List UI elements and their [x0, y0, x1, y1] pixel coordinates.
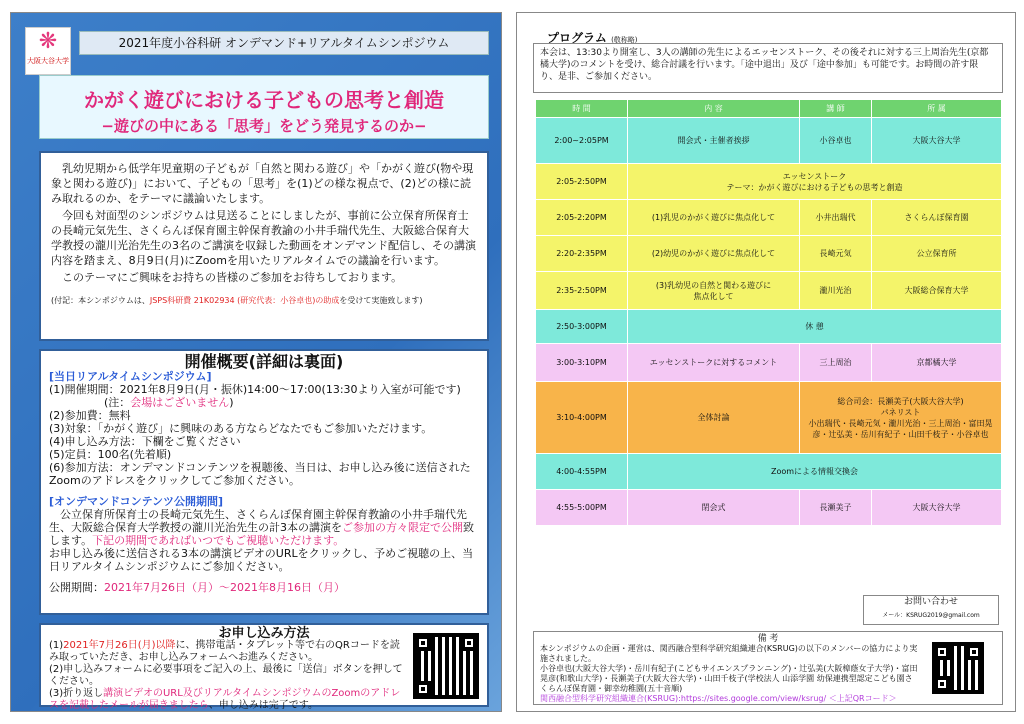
schedule-org: 大阪大谷大学	[872, 118, 1002, 164]
main-title: かがく遊びにおける子どもの思考と創造	[84, 88, 444, 112]
schedule-time: 3:00-3:10PM	[536, 344, 628, 382]
schedule-row	[536, 382, 1002, 454]
ondemand-period: 公開期間：2021年7月26日（月）〜2021年8月16日（月）	[49, 581, 345, 594]
schedule-speaker: 長崎元気	[800, 236, 872, 272]
schedule-table	[535, 99, 1002, 526]
schedule-time: 2:05-2:20PM	[536, 200, 628, 236]
program-lead: 本会は、13:30より開室し、3人の講師の先生によるエッセンストーク、その後それに対する三上周治先生(京都橘大学)のコメントを受け、総合討議を行います。「途中退出」及び「途中参加」も可能です。お時間の許す限り、是非、ご参加ください。	[533, 43, 1003, 93]
schedule-time: 4:55-5:00PM	[536, 490, 628, 526]
realtime-item-1-note: (注：会場はございません)	[104, 396, 234, 409]
overview-title: 開催概要(詳細は裏面)	[184, 352, 344, 371]
schedule-row	[536, 118, 1002, 164]
intro-paragraph-2: 今回も対面型のシンポジウムは見送ることにしましたが、事前に公立保育所保育士の長崎元気先生、さくらんぼ保育園主幹保育教諭の小井手瑞代先生、大阪総合保育大学教授の瀧川光治先生の3名のご講演を収録した動画をオンデマンド配信し、その講演内容を踏まえ、8月9日(月)にZoomを用いたリアルタイムでの議論を行います。	[51, 209, 476, 267]
remarks-title: 備 考	[757, 634, 779, 644]
logo-text: 大阪大谷大学	[27, 57, 69, 65]
schedule-content: 閉会式	[628, 490, 800, 526]
contact-title: お問い合わせ	[903, 597, 958, 607]
ksrug-link[interactable]: 関西融合型科学研究組織連合(KSRUG):https://sites.google.com/view/ksrug/ ＜上記QRコード＞	[540, 694, 897, 703]
ksrug-qr-code[interactable]	[932, 642, 984, 694]
header-content: 内 容	[628, 100, 800, 118]
schedule-row	[536, 164, 1002, 200]
schedule-content: (1)乳児のかがく遊びに焦点化して	[628, 200, 800, 236]
application-step-3: (3)折り返し講演ビデオのURL及びリアルタイムシンポジウムのZoomのアドレスを記載したメールが届きましたら、申し込みは完了です。	[49, 688, 401, 711]
flower-icon: ❋	[38, 29, 58, 54]
intro-paragraph-1: 乳幼児期から低学年児童期の子どもが「自然と関わる遊び」や「かがく遊び(物や現象と関わる遊び)」において、子どもの「思考」を(1)どの様な視点で、(2)どの様に読み取れるのか、をテーマに議論いたします。	[51, 162, 474, 205]
schedule-time: 4:00-4:55PM	[536, 454, 628, 490]
schedule-content: 全体討論	[628, 382, 800, 454]
flyer-front-page	[10, 12, 502, 712]
remarks-box	[533, 631, 1003, 705]
remarks-text-1: 本シンポジウムの企画・運営は、関西融合型科学研究組織連合(KSRUG)の以下のメンバーの協力により実施されました。	[540, 644, 918, 663]
schedule-org: 大阪総合保育大学	[872, 272, 1002, 310]
realtime-item-3: (3)対象：「かがく遊び」に興味のある方ならどなたでもご参加いただけます。	[49, 422, 433, 435]
event-header: 2021年度小谷科研 オンデマンド+リアルタイムシンポジウム	[79, 31, 489, 55]
application-qr-code[interactable]	[413, 633, 479, 699]
schedule-time: 2:05-2:50PM	[536, 164, 628, 200]
schedule-row	[536, 272, 1002, 310]
application-step-2: (2)申し込みフォームに必要事項をご記入の上、最後に「送信」ボタンを押してください。	[49, 664, 403, 687]
remarks-text-2: 小谷卓也(大阪大谷大学)・岳川有紀子(こどもサイエンスプランニング)・辻弘美(大阪樟蔭女子大学)・富田晃彦(和歌山大学)・長瀬美子(大阪大谷大学)・山田千枝子(学校法人 山添学園 幼保連携型認定こども園さくらんぼ保育園・御幸幼稚園(五十音順)	[540, 664, 918, 693]
schedule-content: 開会式・主催者挨拶	[628, 118, 800, 164]
schedule-speaker: 小谷卓也	[800, 118, 872, 164]
schedule-time: 2:00~2:05PM	[536, 118, 628, 164]
application-box	[39, 623, 489, 711]
header-time: 時 間	[536, 100, 628, 118]
university-logo	[25, 27, 71, 75]
ondemand-heading: [オンデマンドコンテンツ公開期間]	[49, 495, 224, 508]
schedule-org: 京都橘大学	[872, 344, 1002, 382]
schedule-content: 休 憩	[628, 310, 1002, 344]
realtime-item-1: (1)開催期間：2021年8月9日(月・振休)14:00〜17:00(13:30より入室が可能です)	[49, 383, 461, 396]
schedule-panel: 総合司会：長瀬美子(大阪大谷大学) パネリスト 小出瑞代・長崎元気・瀧川光治・三上周治・富田晃彦・辻弘美・岳川有紀子・山田千枝子・小谷卓也	[800, 382, 1002, 454]
schedule-content: エッセンストークに対するコメント	[628, 344, 800, 382]
schedule-time: 2:20-2:35PM	[536, 236, 628, 272]
schedule-time: 3:10-4:00PM	[536, 382, 628, 454]
schedule-speaker: 三上周治	[800, 344, 872, 382]
contact-email[interactable]: メール：KSRUG2019@gmail.com	[882, 612, 980, 619]
title-box	[39, 75, 489, 139]
subtitle: −遊びの中にある「思考」をどう発見するのか−	[101, 117, 427, 135]
schedule-row	[536, 200, 1002, 236]
intro-box	[39, 151, 489, 341]
ondemand-paragraph-1: 公立保育所保育士の長崎元気先生、さくらんぼ保育園主幹保育教諭の小井手瑞代先生、大阪総合保育大学教授の瀧川光治先生の計3本の講演をご参加の方々限定で公開致します。下記の期間であればいつでもご視聴いただけます。	[49, 508, 474, 547]
schedule-content: エッセンストーク テーマ：かがく遊びにおける子どもの思考と創造	[628, 164, 1002, 200]
overview-box	[39, 349, 489, 615]
schedule-speaker: 瀧川光治	[800, 272, 872, 310]
realtime-item-4: (4)申し込み方法：下欄をご覧ください	[49, 435, 241, 448]
flyer-back-page	[516, 12, 1016, 712]
funding-note: (付記：本シンポジウムは、JSPS科研費 21K02934 (研究代表：小谷卓也)の助成を受けて実施致します)	[51, 296, 423, 305]
realtime-heading: [当日リアルタイムシンポジウム]	[49, 370, 212, 383]
schedule-org: 大阪大谷大学	[872, 490, 1002, 526]
schedule-content: (2)幼児のかがく遊びに焦点化して	[628, 236, 800, 272]
schedule-content: (3)乳幼児の自然と関わる遊びに 焦点化して	[628, 272, 800, 310]
schedule-row	[536, 454, 1002, 490]
program-title: プログラム (敬称略)	[547, 31, 638, 45]
ondemand-paragraph-2: お申し込み後に送信される3本の講演ビデオのURLをクリックし、予めご視聴の上、当日リアルタイムシンポジウムにご参加ください。	[49, 547, 474, 573]
application-title: お申し込み方法	[218, 626, 310, 641]
intro-paragraph-3: このテーマにご興味をお持ちの皆様のご参加をお待ちしております。	[62, 271, 403, 284]
schedule-speaker: 小井出瑞代	[800, 200, 872, 236]
header-org: 所 属	[872, 100, 1002, 118]
header-speaker: 講 師	[800, 100, 872, 118]
schedule-row	[536, 344, 1002, 382]
schedule-time: 2:35-2:50PM	[536, 272, 628, 310]
schedule-row	[536, 236, 1002, 272]
schedule-org: 公立保育所	[872, 236, 1002, 272]
realtime-item-5: (5)定員：100名(先着順)	[49, 448, 172, 461]
schedule-org: さくらんぼ保育園	[872, 200, 1002, 236]
schedule-speaker: 長瀬美子	[800, 490, 872, 526]
schedule-row	[536, 310, 1002, 344]
schedule-time: 2:50-3:00PM	[536, 310, 628, 344]
realtime-item-2: (2)参加費：無料	[49, 409, 131, 422]
schedule-content: Zoomによる情報交換会	[628, 454, 1002, 490]
realtime-item-6: (6)参加方法：オンデマンドコンテンツを視聴後、当日は、お申し込み後に送信されたZoomのアドレスをクリックしてご参加ください。	[49, 461, 471, 487]
application-step-1: (1)2021年7月26日(月)以降に、携帯電話・タブレット等で右のQRコードを読み取っていただき、お申し込みフォームへお進みください。	[49, 640, 400, 663]
contact-box	[863, 595, 999, 625]
schedule-row	[536, 490, 1002, 526]
